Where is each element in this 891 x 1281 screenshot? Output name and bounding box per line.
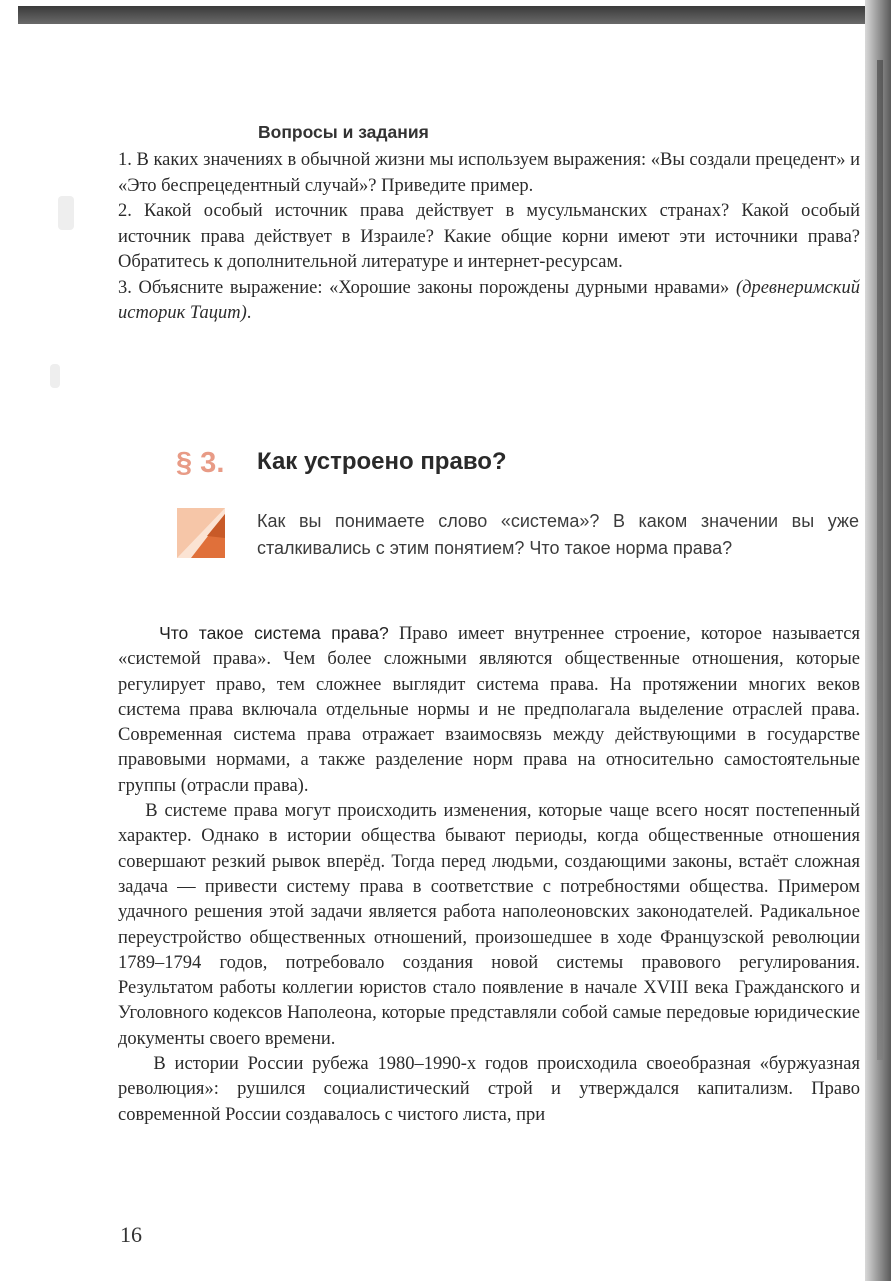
question-3 [118,276,860,327]
section-intro: Как вы понимаете слово «система»? В каком значении вы уже сталкивались с этим понятием? Что такое норма права? [257,511,859,558]
paragraph-1 [118,621,860,799]
question-2: 2. Какой особый источник права действует в мусульманских странах? Какой особый источник права действует в Израиле? Какие общие корни имеют эти источники права? Обратитесь к дополнительной литературе и интернет-ресурсам. [118,201,860,272]
scan-smudge [50,364,60,388]
paragraph-3 [118,1052,860,1128]
section-body [118,621,860,1128]
paragraph-1-lead: Что такое система права? [159,623,389,643]
question-1: 1. В каких значениях в обычной жизни мы используем выражения: «Вы создали прецедент» и «Это беспрецедентный случай»? Приведите пример. [118,150,860,196]
question-3-author: (древнеримский историк Тацит) [118,277,861,323]
paragraph-2-text: В системе права могут происходить изменения, которые чаще всего носят постепенный характер. Однако в истории общества бывают периоды, когда общественные отношения совершают резкий рывок вперёд. Тогда перед людьми, создающими законы, встаёт сложная задача — привести систему права в соответствие с потребностями общества. Примером удачного решения этой задачи является работа наполеоновских законодателей. Радикальное переустройство общественных отношений, произошедшее в ходе Французской революции 1789–1794 годов, потребовало создания новой системы правового регулирования. Результатом работы коллегии юристов стало появление в начале XVIII века Гражданского и Уголовного кодексов Наполеона, которые представляли собой самые передовые юридические документы своего времени. [118,801,860,1049]
paragraph-2 [118,799,860,1052]
questions-heading: Вопросы и задания [258,122,429,142]
page-number: 16 [120,1222,142,1247]
questions-list [118,148,860,327]
paragraph-3-text: В истории России рубежа 1980–1990-х годов происходила своеобразная «буржуазная революция»: рушился социалистический строй и утверждался капитализм. Право современной России создавалось с чистого листа, при [118,1054,860,1125]
top-edge-shadow [18,6,868,24]
section-title: Как устроено право? [257,448,507,475]
paragraph-1-text: Право имеет внутреннее строение, которое называется «системой права». Чем более сложными являются общественные отношения, которые регулирует право, тем сложнее выглядит система права. На протяжении многих веков система права включала отдельные нормы и не предполагала выделение отраслей права. Современная система права отражает взаимосвязь между действующими в государстве правовыми нормами, а также разделение норм права на относительно самостоятельные группы (отрасли права). [118,624,860,796]
book-spine-shadow [865,0,891,1281]
scan-smudge [58,196,74,230]
question-3-end: . [246,303,252,323]
question-corner-icon [177,508,225,558]
question-3-text: 3. Объясните выражение: «Хорошие законы порождены дурными нравами» [118,277,730,298]
section-number: § 3. [176,447,225,479]
